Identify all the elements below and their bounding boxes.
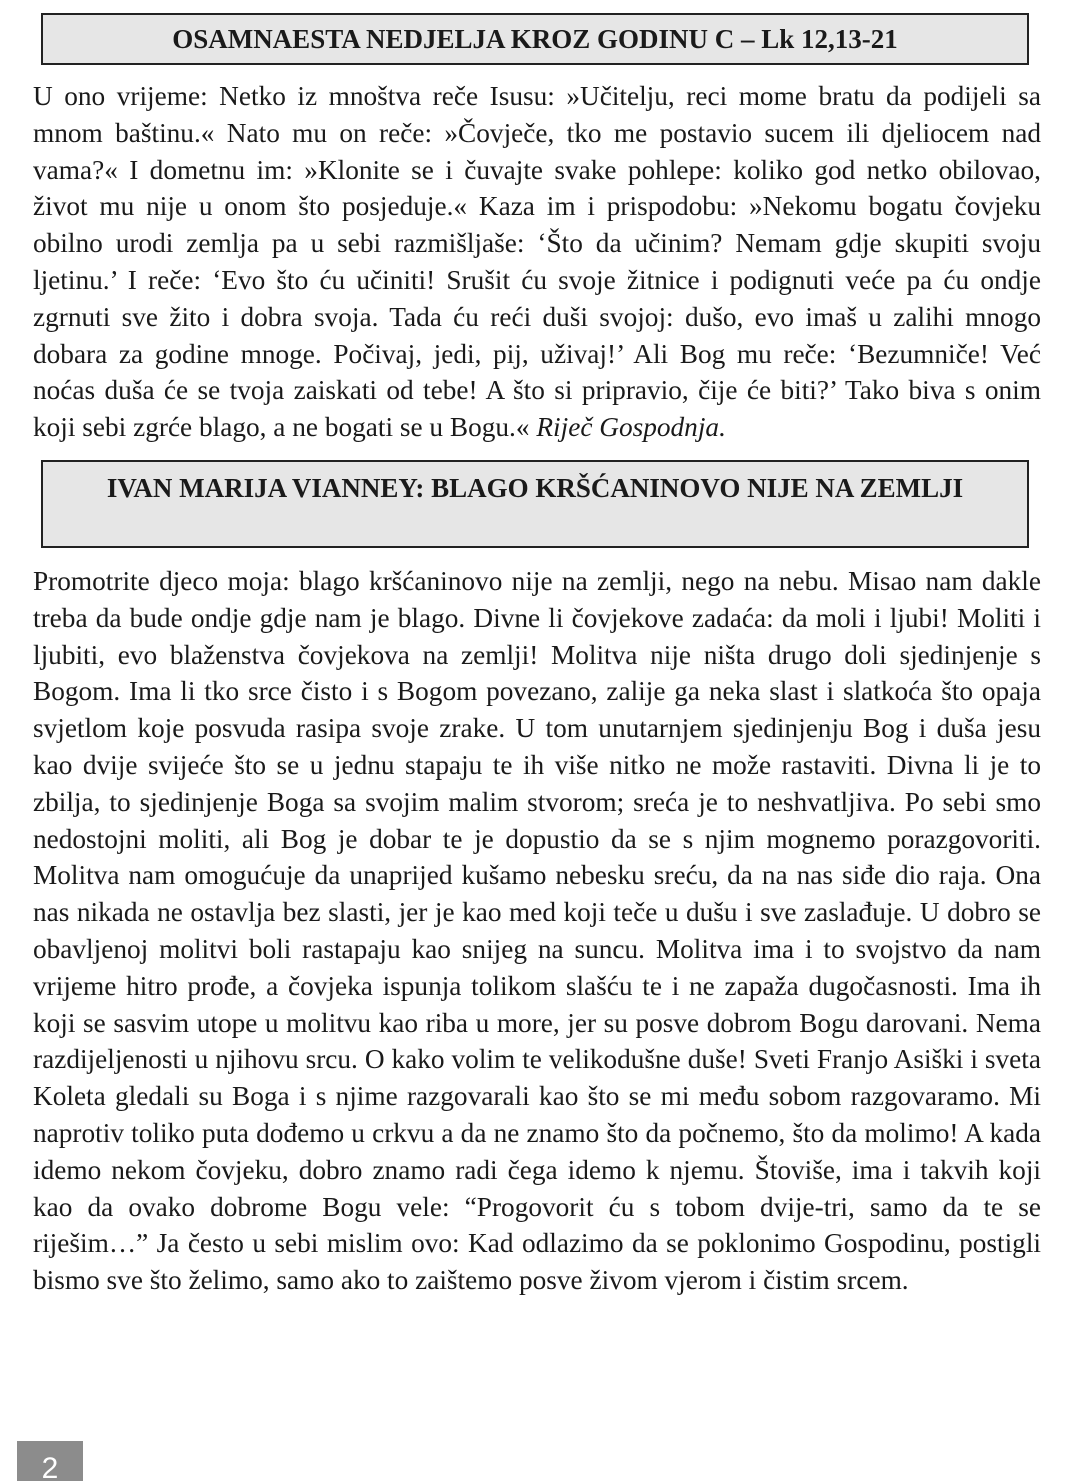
page-number-badge [17,1441,83,1481]
document-page [33,13,1041,1299]
page-number: 2 [41,1452,59,1481]
vianney-paragraph [33,563,1041,1299]
gospel-paragraph [33,78,1041,446]
section-title-gospel-text: OSAMNAESTA NEDJELJA KROZ GODINU C – Lk 12,13-21 [172,24,898,54]
section-title-gospel [41,13,1029,65]
gospel-text: U ono vrijeme: Netko iz mnoštva reče Isusu: »Učitelju, reci mome bratu da podijeli sa mnom baštinu.« Nato mu on reče: »Čovječe, tko me postavio sucem ili djeliocem nad vama?« I dometnu im: »Klonite se i čuvajte svake pohlepe: koliko god netko obilovao, život mu nije u onom što posjeduje.« Kaza im i prispodobu: »Nekomu bogatu čovjeku obilno urodi zemlja pa u sebi razmišljaše: ‘Što da učinim? Nemam gdje skupiti svoju ljetinu.’ I reče: ‘Evo što ću učiniti! Srušit ću svoje žitnice i podignuti veće pa ću ondje zgrnuti sve žito i dobra svoja. Tada ću reći duši svojoj: dušo, evo imaš u zalihi mnogo dobara za godine mnoge. Počivaj, jedi, pij, uživaj!’ Ali Bog mu reče: ‘Bezumniče! Već noćas duša će se tvoja zaiskati od tebe! A što si pripravio, čije će biti?’ Tako biva s onim koji sebi zgrće blago, a ne bogati se u Bogu.« [33,81,1041,443]
section-title-vianney-text: IVAN MARIJA VIANNEY: BLAGO KRŠĆANINOVO NIJE NA ZEMLJI [106,472,964,503]
vianney-text: Promotrite djeco moja: blago kršćaninovo nije na zemlji, nego na nebu. Misao nam dakle treba da bude ondje gdje nam je blago. Divne li čovjekove zadaća: da moli i ljubi! Moliti i ljubiti, evo blaženstva čovjekova na zemlji! Molitva nije ništa drugo doli sjedinjenje s Bogom. Ima li tko srce čisto i s Bogom povezano, zalije ga neka slast i slatkoća što opaja svjetlom koje posvuda rasipa svoje zrake. U tom unutarnjem sjedinjenju Bog i duša jesu kao dvije svijeće što se u jednu stapaju te ih više nitko ne može rastaviti. Divna li je to zbilja, to sjedinjenje Boga sa svojim malim stvorom; sreća je to neshvatljiva. Po sebi smo nedostojni moliti, ali Bog je dobar te je dopustio da se s njim mognemo porazgovoriti. Molitva nam omogućuje da unaprijed kušamo nebesku sreću, da na nas siđe dio raja. Ona nas nikada ne ostavlja bez slasti, jer je kao med koji teče u dušu i sve zaslađuje. U dobro se obavljenoj molitvi boli rastapaju kao snijeg na suncu. Molitva ima i to svojstvo da nam vrijeme hitro prođe, a čovjeka ispunja tolikom slašću te i ne zapaža dugočasnosti. Ima ih koji se sasvim utope u molitvu kao riba u more, jer su posve dobrom Bogu darovani. Nema razdijeljenosti u njihovu srcu. O kako volim te velikodušne duše! Sveti Franjo Asiški i sveta Koleta gledali su Boga i s njime razgovarali kao što se mi među sobom razgovaramo. Mi naprotiv toliko puta dođemo u crkvu a da ne znamo što da počnemo, što da molimo! A kada idemo nekom čovjeku, dobro znamo radi čega idemo k njemu. Štoviše, ima i takvih koji kao da ovako dobrome Bogu vele: “Progovorit ću s tobom dvije-tri, samo da te se riješim…” Ja često u sebi mislim ovo: Kad odlazimo da se poklonimo Gospodinu, postigli bismo sve što želimo, samo ako to zaištemo posve živom vjerom i čistim srcem. [33,565,1041,1296]
section-title-vianney [41,460,1029,548]
gospel-source: Riječ Gospodnja. [536,412,726,443]
